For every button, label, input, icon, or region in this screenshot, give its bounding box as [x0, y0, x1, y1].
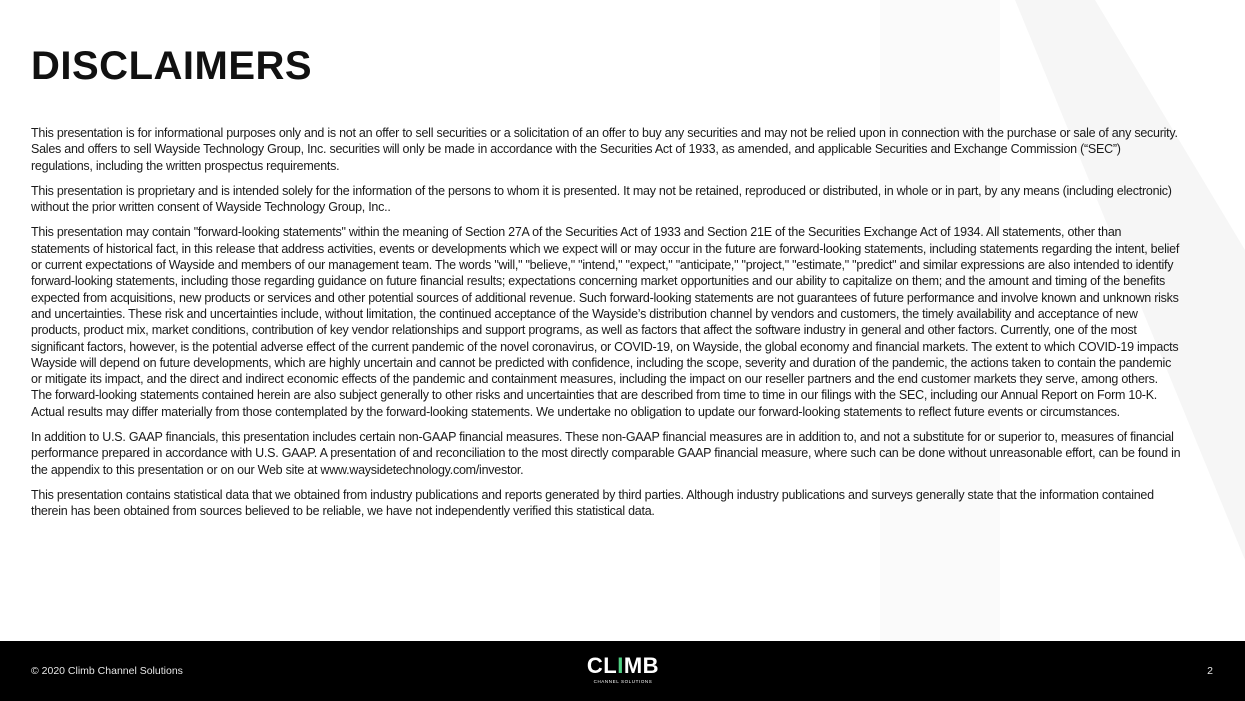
- logo-text-a: CL: [586, 653, 618, 678]
- paragraph-forward-looking: This presentation may contain "forward-looking statements" within the meaning of Section 27A of the Securities Act of 1933 and Section 21E of the Securities Exchange Act of 1934. All statements, other than statements of historical fact, in this release that address activities, events or developments which we expect will or may occur in the future are forward-looking statements, including statements regarding the intent, belief or current expectations of Wayside and members of our management team. The words "will," "believe," "intend," "expect," "anticipate," "project," "estimate," "predict" and similar expressions are also intended to identify forward-looking statements, including those regarding guidance on future financial results; expectations concerning market opportunities and our ability to capitalize on them; and the amount and timing of the benefits expected from acquisitions, new products or services and other potential sources of additional revenue. Such forward-looking statements are not guarantees of future performance and involve known and unknown risks and uncertainties. These risk and uncertainties include, without limitation, the continued acceptance of the Wayside’s distribution channel by vendors and customers, the timely availability and acceptance of new products, product mix, market conditions, contribution of key vendor relationships and support programs, as well as factors that affect the software industry in general and other factors. Currently, one of the most significant factors, however, is the potential adverse effect of the current pandemic of the novel coronavirus, or COVID-19, on Wayside, the global economy and financial markets. The extent to which COVID-19 impacts Wayside will depend on future developments, which are highly uncertain and cannot be predicted with confidence, including the scope, severity and duration of the pandemic, the actions taken to contain the pandemic or mitigate its impact, and the direct and indirect economic effects of the pandemic and containment measures, including the impact on our reseller partners and the end customer markets they serve, among others. The forward-looking statements contained herein are also subject generally to other risks and uncertainties that are described from time to time in our filings with the SEC, including our Annual Report on Form 10-K. Actual results may differ materially from those contemplated by the forward-looking statements. We undertake no obligation to update our forward-looking statements to reflect future events or circumstances.: [31, 225, 1180, 419]
- logo-tagline: CHANNEL SOLUTIONS: [593, 679, 653, 684]
- paragraph-non-gaap: In addition to U.S. GAAP financials, this presentation includes certain non-GAAP financial measures. These non-GAAP financial measures are in addition to, and not a substitute for or superior to, measures of financial performance prepared in accordance with U.S. GAAP. A presentation of and reconciliation to the most directly comparable GAAP financial measure, where such can be done without unreasonable effort, can be found in the appendix to this presentation or on our Web site at www.waysidetechnology.com/investor.: [31, 430, 1181, 477]
- logo-wordmark: [581, 655, 665, 677]
- paragraph-statistical-data: This presentation contains statistical data that we obtained from industry publications and reports generated by third parties. Although industry publications and surveys generally state that the information contained therein has been obtained from sources believed to be reliable, we have not independently verified this statistical data.: [31, 487, 1154, 519]
- climb-logo: [581, 655, 665, 687]
- logo-text-accent: I: [617, 653, 624, 678]
- page-number: 2: [1207, 665, 1213, 677]
- logo-text-b: MB: [623, 653, 660, 678]
- copyright-text: © 2020 Climb Channel Solutions: [31, 665, 183, 677]
- paragraph-proprietary: This presentation is proprietary and is intended solely for the information of the persons to whom it is presented. It may not be retained, reproduced or distributed, in whole or in part, by any means (including electronic) without the prior written consent of Wayside Technology Group, Inc..: [31, 183, 1172, 215]
- paragraph-not-an-offer: This presentation is for informational purposes only and is not an offer to sell securities or a solicitation of an offer to buy any securities and may not be relied upon in connection with the purchase or sale of any security. Sales and offers to sell Wayside Technology Group, Inc. securities will only be made in accordance with the Securities Act of 1933, as amended, and applicable Securities and Exchange Commission (“SEC”) regulations, including the written prospectus requirements.: [31, 126, 1178, 173]
- footer-bar: [0, 641, 1245, 701]
- disclaimer-body: [31, 125, 1181, 529]
- page-title: DISCLAIMERS: [31, 44, 313, 88]
